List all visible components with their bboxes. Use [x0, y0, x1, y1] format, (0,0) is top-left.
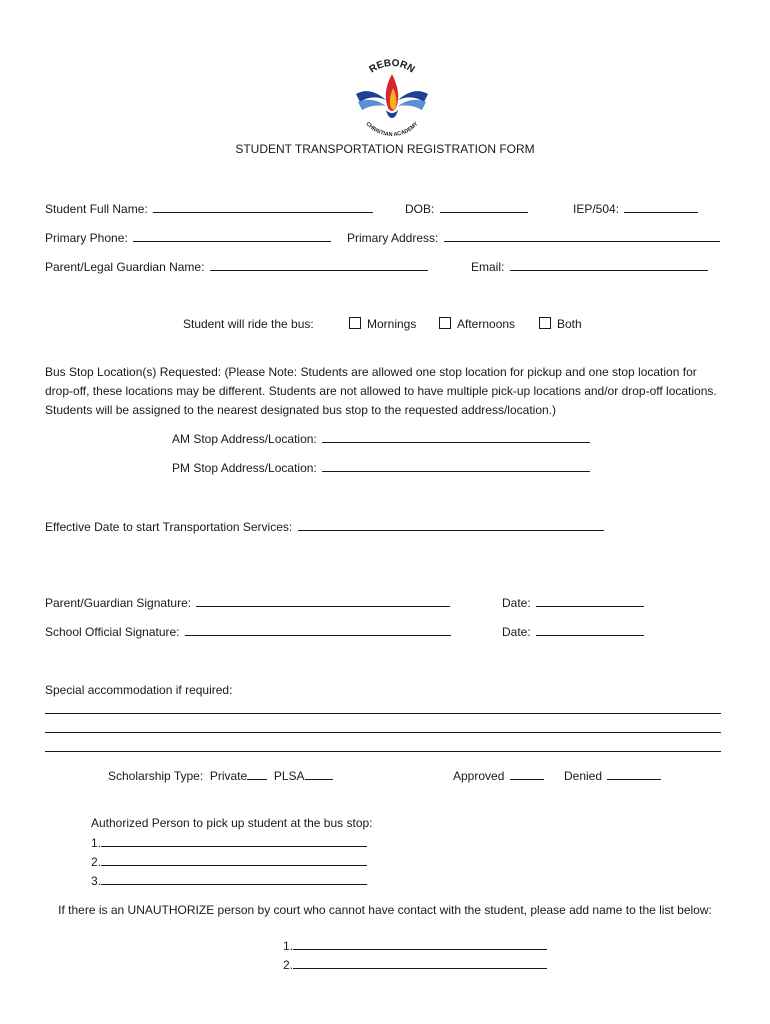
authorized-line-1[interactable]	[101, 835, 367, 847]
student-name-line[interactable]	[153, 201, 373, 213]
special-accommodation-label: Special accommodation if required:	[45, 683, 233, 697]
bus-stop-note: Bus Stop Location(s) Requested: (Please Note: Students are allowed one stop location for pickup and one stop location for drop-off, these locations may be different. Students are not allowed to have multiple pick-up locations and/or drop-off locations. Students will be assigned to the nearest designated bus stop to the requested address/location.)	[45, 365, 717, 417]
parent-signature-field[interactable]	[45, 595, 450, 610]
email-line[interactable]	[510, 259, 708, 271]
plsa-line[interactable]	[305, 768, 333, 780]
guardian-name-field[interactable]	[45, 259, 428, 274]
dob-label: DOB:	[405, 202, 438, 216]
parent-date-field[interactable]	[502, 595, 644, 610]
afternoons-option[interactable]	[439, 317, 515, 331]
private-line[interactable]	[247, 768, 267, 780]
effective-date-line[interactable]	[298, 519, 604, 531]
plsa-label: PLSA	[273, 769, 305, 783]
private-label: Private	[209, 769, 248, 783]
unauthorized-note: If there is an UNAUTHORIZE person by court who cannot have contact with the student, please add name to the list below:	[58, 903, 712, 917]
primary-phone-field[interactable]	[45, 230, 331, 245]
mornings-label: Mornings	[367, 317, 417, 331]
authorized-item-number: 3.	[91, 874, 102, 888]
guardian-name-line[interactable]	[210, 259, 428, 271]
denied-field[interactable]	[564, 768, 661, 783]
reborn-logo-icon	[346, 52, 438, 144]
effective-date-label: Effective Date to start Transportation Services:	[45, 520, 296, 534]
form-title: STUDENT TRANSPORTATION REGISTRATION FORM	[235, 142, 535, 156]
ride-label: Student will ride the bus:	[183, 317, 314, 331]
denied-line[interactable]	[607, 768, 661, 780]
scholarship-row	[108, 768, 333, 783]
pm-stop-field[interactable]	[172, 460, 590, 475]
pm-stop-label: PM Stop Address/Location:	[172, 461, 321, 475]
both-checkbox[interactable]	[539, 317, 551, 329]
email-field[interactable]	[471, 259, 708, 274]
authorized-item-number: 1.	[91, 836, 102, 850]
special-line-1[interactable]	[45, 713, 721, 714]
guardian-name-label: Parent/Legal Guardian Name:	[45, 260, 208, 274]
effective-date-field[interactable]	[45, 519, 604, 534]
iep-line[interactable]	[624, 201, 698, 213]
authorized-line-2[interactable]	[101, 854, 367, 866]
svg-text:CHRISTIAN ACADEMY	[364, 121, 419, 138]
student-name-label: Student Full Name:	[45, 202, 152, 216]
afternoons-label: Afternoons	[457, 317, 516, 331]
svg-text:REBORN	[368, 58, 417, 76]
primary-address-field[interactable]	[347, 230, 720, 245]
am-stop-line[interactable]	[322, 431, 590, 443]
am-stop-field[interactable]	[172, 431, 590, 446]
parent-date-line[interactable]	[536, 595, 644, 607]
official-date-line[interactable]	[536, 624, 644, 636]
logo-top-text: REBORN	[367, 57, 417, 76]
unauthorized-item-1[interactable]	[283, 938, 547, 953]
authorized-item-1[interactable]	[91, 835, 367, 850]
student-name-field[interactable]	[45, 201, 373, 216]
unauthorized-line-2[interactable]	[293, 957, 547, 969]
am-stop-label: AM Stop Address/Location:	[172, 432, 321, 446]
unauthorized-item-2[interactable]	[283, 957, 547, 972]
official-signature-line[interactable]	[185, 624, 451, 636]
primary-address-label: Primary Address:	[347, 231, 442, 245]
iep-label: IEP/504:	[573, 202, 623, 216]
special-line-2[interactable]	[45, 732, 721, 733]
scholarship-label: Scholarship Type:	[108, 769, 204, 783]
both-label: Both	[557, 317, 582, 331]
parent-date-label: Date:	[502, 596, 535, 610]
special-line-3[interactable]	[45, 751, 721, 752]
official-signature-label: School Official Signature:	[45, 625, 183, 639]
authorized-line-3[interactable]	[101, 873, 367, 885]
approved-line[interactable]	[510, 768, 544, 780]
authorized-item-number: 2.	[91, 855, 102, 869]
primary-phone-line[interactable]	[133, 230, 331, 242]
school-logo	[346, 52, 438, 144]
pm-stop-line[interactable]	[322, 460, 590, 472]
iep-field[interactable]	[573, 201, 698, 216]
denied-label: Denied	[564, 769, 603, 783]
afternoons-checkbox[interactable]	[439, 317, 451, 329]
primary-phone-label: Primary Phone:	[45, 231, 132, 245]
logo-bottom-text: CHRISTIAN ACADEMY	[364, 121, 420, 139]
official-date-label: Date:	[502, 625, 535, 639]
approved-field[interactable]	[453, 768, 544, 783]
authorized-item-3[interactable]	[91, 873, 367, 888]
authorized-item-2[interactable]	[91, 854, 367, 869]
unauthorized-line-1[interactable]	[293, 938, 547, 950]
primary-address-line[interactable]	[444, 230, 720, 242]
email-label: Email:	[471, 260, 508, 274]
official-date-field[interactable]	[502, 624, 644, 639]
mornings-option[interactable]	[349, 317, 416, 331]
dob-field[interactable]	[405, 201, 528, 216]
unauthorized-item-number: 1.	[283, 939, 294, 953]
both-option[interactable]	[539, 317, 582, 331]
unauthorized-item-number: 2.	[283, 958, 294, 972]
official-signature-field[interactable]	[45, 624, 451, 639]
parent-signature-label: Parent/Guardian Signature:	[45, 596, 195, 610]
parent-signature-line[interactable]	[196, 595, 450, 607]
authorized-heading: Authorized Person to pick up student at the bus stop:	[91, 816, 373, 830]
mornings-checkbox[interactable]	[349, 317, 361, 329]
dob-line[interactable]	[440, 201, 528, 213]
approved-label: Approved	[453, 769, 505, 783]
